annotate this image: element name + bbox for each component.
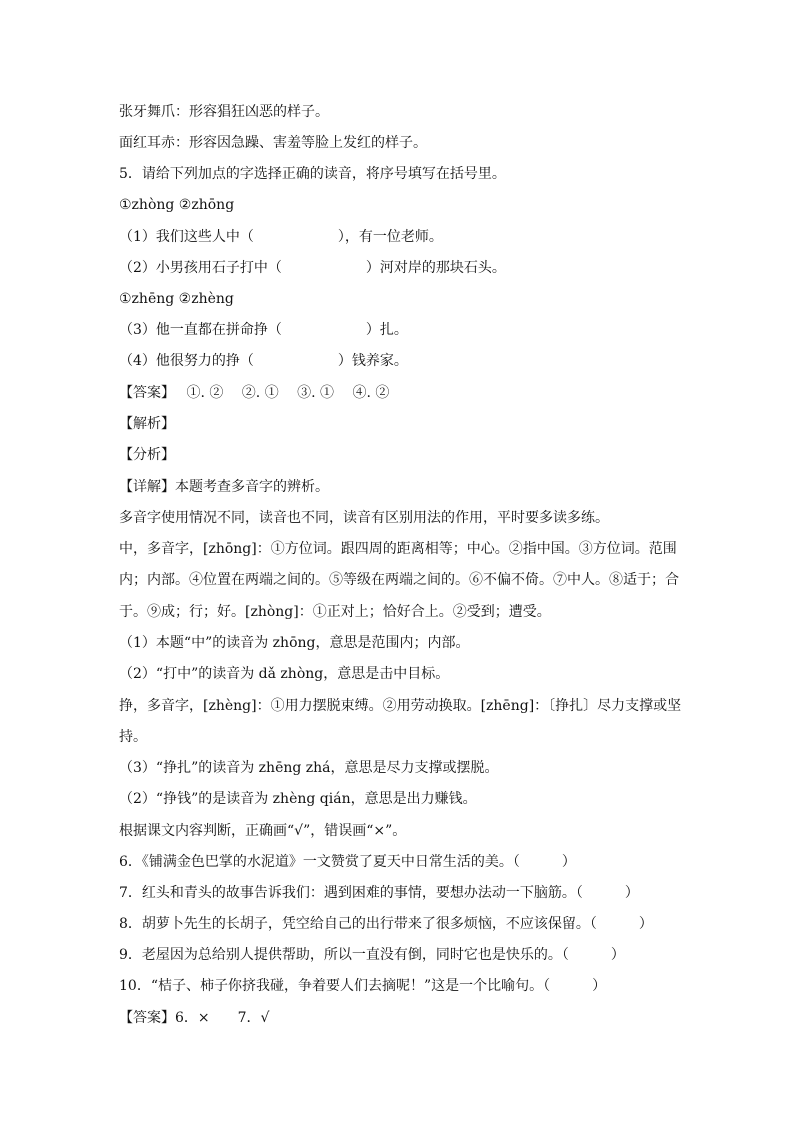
answer-5: 【答案】 ①. ② ②. ① ③. ① ④. ②: [119, 385, 390, 401]
analysis-heading: 【解析】: [119, 416, 175, 432]
question-5-item-1: （1）我们这些人中（ ），有一位老师。: [119, 229, 443, 245]
question-5-item-4: （4）他很努力的挣（ ）钱养家。: [119, 353, 408, 369]
question-9: 9．老屋因为总给别人提供帮助，所以一直没有倒，同时它也是快乐的。（ ）: [119, 947, 625, 963]
options-zhong: ①zhòng ②zhōng: [119, 197, 235, 213]
zheng-explanation-line-2: 持。: [119, 729, 147, 745]
definition-zhangyawuzhua: 张牙舞爪：形容猖狂凶恶的样子。: [119, 104, 329, 120]
question-7: 7．红头和青头的故事告诉我们：遇到困难的事情，要想办法动一下脑筋。（ ）: [119, 885, 639, 901]
question-6: 6．《铺满金色巴掌的水泥道》一文赞赏了夏天中日常生活的美。（ ）: [119, 854, 576, 870]
explain-item-3: （3）“挣扎”的读音为 zhēng zhá，意思是尽力支撑或摆脱。: [119, 760, 499, 776]
zhong-explanation-line-3: 于。⑨成；行；好。[zhòng]：①正对上；恰好合上。②受到；遭受。: [119, 604, 551, 620]
options-zheng: ①zhēng ②zhèng: [119, 291, 234, 307]
zhong-explanation-line-1: 中，多音字，[zhōng]：①方位词。跟四周的距离相等；中心。②指中国。③方位词。范围: [119, 541, 677, 557]
answer-6-7: 【答案】6．× 7．√: [119, 1010, 270, 1026]
detail-paragraph-1: 多音字使用情况不同，读音也不同，读音有区别用法的作用，平时要多读多练。: [119, 510, 609, 526]
question-10: 10．“桔子、柿子你挤我碰，争着要人们去摘呢！”这是一个比喻句。（ ）: [119, 978, 607, 994]
judgement-instruction: 根据课文内容判断，正确画“√”，错误画“×”。: [119, 823, 407, 839]
question-5-prompt: 5．请给下列加点的字选择正确的读音，将序号填写在括号里。: [119, 166, 506, 182]
question-5-item-2: （2）小男孩用石子打中（ ）河对岸的那块石头。: [119, 260, 506, 276]
explain-item-4: （2）“挣钱”的是读音为 zhèng qián，意思是出力赚钱。: [119, 791, 477, 807]
question-5-item-3: （3）他一直都在拼命挣（ ）扎。: [119, 322, 408, 338]
detail-intro: 【详解】本题考查多音字的辨析。: [119, 479, 329, 495]
zheng-explanation-line-1: 挣，多音字，[zhèng]：①用力摆脱束缚。②用劳动换取。[zhēng]：〔挣扎〕尽力支撑或坚: [119, 698, 682, 714]
explain-item-2: （2）“打中”的读音为 dǎ zhòng，意思是击中目标。: [119, 666, 450, 682]
fenxi-heading: 【分析】: [119, 447, 175, 463]
zhong-explanation-line-2: 内；内部。④位置在两端之间的。⑤等级在两端之间的。⑥不偏不倚。⑦中人。⑧适于；合: [119, 572, 679, 588]
definition-mianhongerchi: 面红耳赤：形容因急躁、害羞等脸上发红的样子。: [119, 135, 427, 151]
explain-item-1: （1）本题“中”的读音为 zhōng，意思是范围内；内部。: [119, 635, 470, 651]
question-8: 8．胡萝卜先生的长胡子，凭空给自己的出行带来了很多烦恼，不应该保留。（ ）: [119, 916, 653, 932]
